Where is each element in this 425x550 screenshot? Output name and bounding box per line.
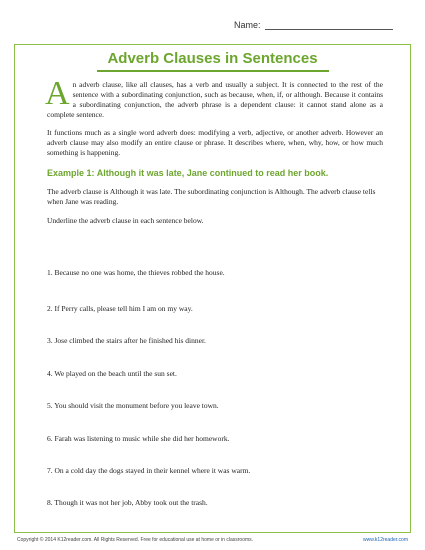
name-label: Name: bbox=[234, 20, 261, 30]
exercise-sentence-1[interactable]: 1. Because no one was home, the thieves robbed the house. bbox=[47, 268, 225, 277]
exercise-sentence-3[interactable]: 3. Jose climbed the stairs after he finished his dinner. bbox=[47, 336, 206, 345]
drop-cap: A bbox=[45, 75, 70, 112]
intro-paragraph bbox=[45, 75, 383, 120]
intro-text: n adverb clause, like all clauses, has a verb and usually a subject. It is connected to the rest of the sentence with a subordinating conjunction, such as because, when, if, or although. Because it contains a subordinating conjunction, the adverb phrase is a dependent clause: it cannot stand alone as a complete sentence. bbox=[47, 80, 383, 119]
exercise-sentence-7[interactable]: 7. On a cold day the dogs stayed in their kennel where it was warm. bbox=[47, 466, 251, 475]
instructions: Underline the adverb clause in each sentence below. bbox=[47, 216, 204, 225]
exercise-sentence-8[interactable]: 8. Though it was not her job, Abby took out the trash. bbox=[47, 498, 208, 507]
name-line[interactable] bbox=[265, 20, 393, 30]
example-explanation: The adverb clause is Although it was late. The subordinating conjunction is Although. The adverb clause tells when Jane was reading. bbox=[47, 187, 376, 206]
exercise-sentence-5[interactable]: 5. You should visit the monument before you leave town. bbox=[47, 401, 219, 410]
site-link[interactable]: www.k12reader.com bbox=[362, 537, 408, 543]
exercise-sentence-2[interactable]: 2. If Perry calls, please tell him I am on my way. bbox=[47, 304, 193, 313]
example-heading: Example 1: Although it was late, Jane continued to read her book. bbox=[47, 168, 329, 178]
exercise-sentence-6[interactable]: 6. Farah was listening to music while she did her homework. bbox=[47, 434, 230, 443]
copyright-text: Copyright © 2014 K12reader.com. All Rights Reserved. Free for educational use at home or in classrooms. bbox=[17, 537, 254, 543]
footer bbox=[17, 537, 408, 543]
exercise-sentence-4[interactable]: 4. We played on the beach until the sun set. bbox=[47, 369, 177, 378]
page-title: Adverb Clauses in Sentences bbox=[107, 50, 318, 67]
name-field bbox=[234, 20, 393, 30]
title-underline bbox=[97, 70, 329, 72]
function-paragraph: It functions much as a single word adverb does: modifying a verb, adjective, or another adverb. However an adverb clause may also modify an entire clause or phrase. It describes where, when, why, how, or how much something is happening. bbox=[47, 128, 383, 157]
worksheet-content bbox=[45, 75, 383, 226]
